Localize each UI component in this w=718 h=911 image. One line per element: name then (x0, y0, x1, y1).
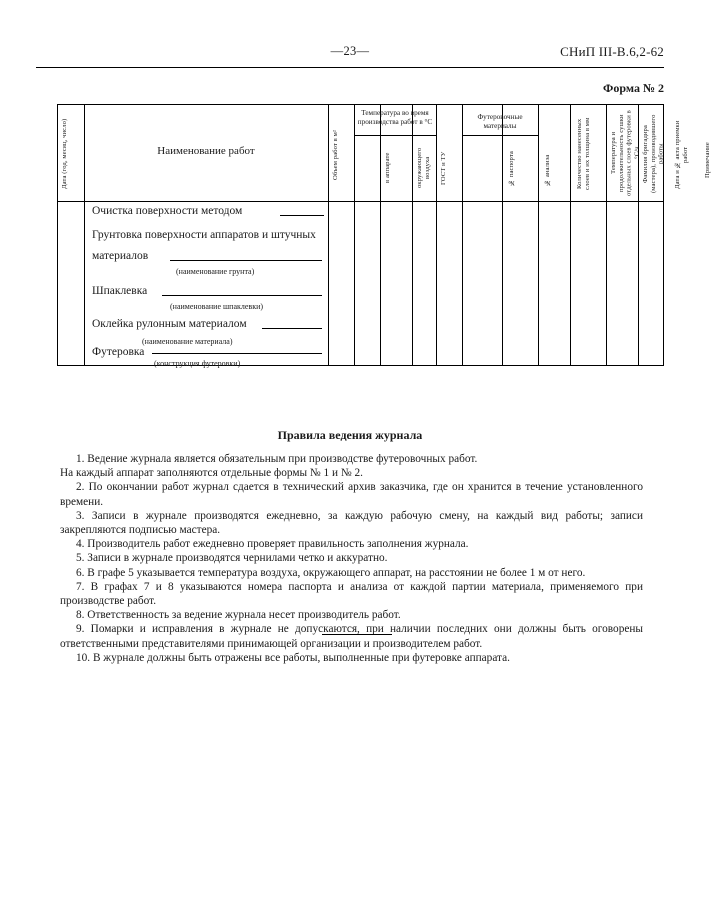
journal-table (57, 104, 711, 368)
col-header-layers-qty: Количество нанесенных слоев и их толщина в мм (576, 117, 591, 191)
page-number: —23— (330, 44, 370, 58)
rule-item-8: 8. Ответственность за ведение журнала несет производитель работ. (76, 609, 401, 622)
col-header-temperature-group: Температура во время производства работ в °С (357, 109, 433, 126)
row-rule-3 (170, 260, 322, 261)
col-sep-5 (412, 105, 413, 365)
col-header-notes: Примечание (704, 142, 711, 178)
col-sep-7 (462, 105, 463, 365)
row-rule-6 (152, 353, 322, 354)
rule-item-2: 2. По окончании работ журнал сдается в технический архив заказчика, где он хранится в течение установленного времени. (60, 481, 643, 508)
table-row-sub-4: (наименование шпаклевки) (170, 302, 264, 311)
section-end-rule (322, 634, 392, 635)
col-header-foreman-surname: Фамилия бригадира (мастера), производившего работы (642, 114, 665, 194)
form-label: Форма № 2 (603, 81, 664, 95)
col-sep-2 (328, 105, 329, 365)
table-row-label-3: материалов (92, 250, 149, 262)
col-header-analysis-no: № анализа (544, 154, 551, 186)
row-rule-5 (262, 328, 322, 329)
col-sep-11 (606, 105, 607, 365)
col-header-volume: Объем работ в м² (332, 130, 339, 180)
header-divider (36, 67, 664, 68)
table-row-label-4: Шпаклевка (92, 285, 148, 297)
col-header-drying-temp: Температура и продолжительность сушки отдельных слоев футеровки в °С/ч (610, 110, 641, 196)
col-sep-8 (502, 105, 503, 365)
table-row-sub-6: (конструкция футеровки) (154, 359, 241, 368)
table-row-label-6: Футеровка (92, 346, 145, 358)
rule-item-6: 6. В графе 5 указывается температура воздуха, окружающего аппарат, на расстоянии не более 1 м от него. (76, 566, 586, 579)
document-code: СНиП III-В.6,2-62 (560, 44, 664, 59)
col-sep-12 (638, 105, 639, 365)
col-sep-4 (380, 105, 381, 365)
col-header-lining-materials: Футеровочные материалы (477, 113, 523, 130)
row-rule-4 (162, 295, 322, 296)
rule-item-5: 5. Записи в журнале производятся чернилами четко и аккуратно. (76, 552, 388, 565)
rule-item-7: 7. В графах 7 и 8 указываются номера паспорта и анализа от каждой партии материала, применяемого при производстве работ. (60, 580, 643, 608)
col-header-date: Дата (год, месяц, число) (61, 118, 68, 190)
col-header-passport-no: № паспорта (508, 151, 515, 187)
col-sep-10 (570, 105, 571, 365)
table-row-label-5: Оклейка рулонным материалом (92, 318, 247, 330)
col-header-temp-air: окружающего воздуха (416, 147, 431, 189)
table-row-sub-3: (наименование грунта) (176, 267, 255, 276)
rule-item-9: 9. Помарки и исправления в журнале не допускаются, при наличии последних они должны быть оговорены ответственными представителями принимающей организации и производителем работ. (60, 623, 643, 650)
rule-item-3: 3. Записи в журнале производятся ежедневно, за каждую рабочую смену, на каждый вид работы; записи закрепляются подписью мастера. (60, 509, 643, 537)
rule-item-4: 4. Производитель работ ежедневно проверяет правильность заполнения журнала. (76, 538, 469, 551)
rule-item-1: 1. Ведение журнала является обязательным при производстве футеровочных работ. (76, 453, 478, 465)
col-header-temp-apparatus: в аппарате (384, 152, 391, 184)
table-row-sub-5: (наименование материала) (142, 337, 233, 346)
lining-group-divider (462, 135, 538, 136)
col-header-work-name: Наименование работ (157, 145, 255, 157)
rule-item-1b: На каждый аппарат заполняются отдельные формы № 1 и № 2. (60, 467, 363, 480)
table-row-label-2: Грунтовка поверхности аппаратов и штучных (92, 229, 316, 241)
col-sep-1 (84, 105, 85, 365)
col-header-gost-tu: ГОСТ и ТУ (440, 151, 447, 185)
table-row-label-1: Очистка поверхности методом (92, 205, 243, 217)
temp-group-divider (354, 135, 436, 136)
header-row-divider (58, 201, 663, 202)
col-sep-3 (354, 105, 355, 365)
rules-title: Правила ведения журнала (277, 428, 423, 442)
col-sep-6 (436, 105, 437, 365)
col-sep-9 (538, 105, 539, 365)
row-rule-1 (280, 215, 324, 216)
col-header-act-date-number: Дата и № акта приемки работ (674, 120, 689, 190)
rule-item-10: 10. В журнале должны быть отражены все работы, выполненные при футеровке аппарата. (76, 651, 510, 664)
